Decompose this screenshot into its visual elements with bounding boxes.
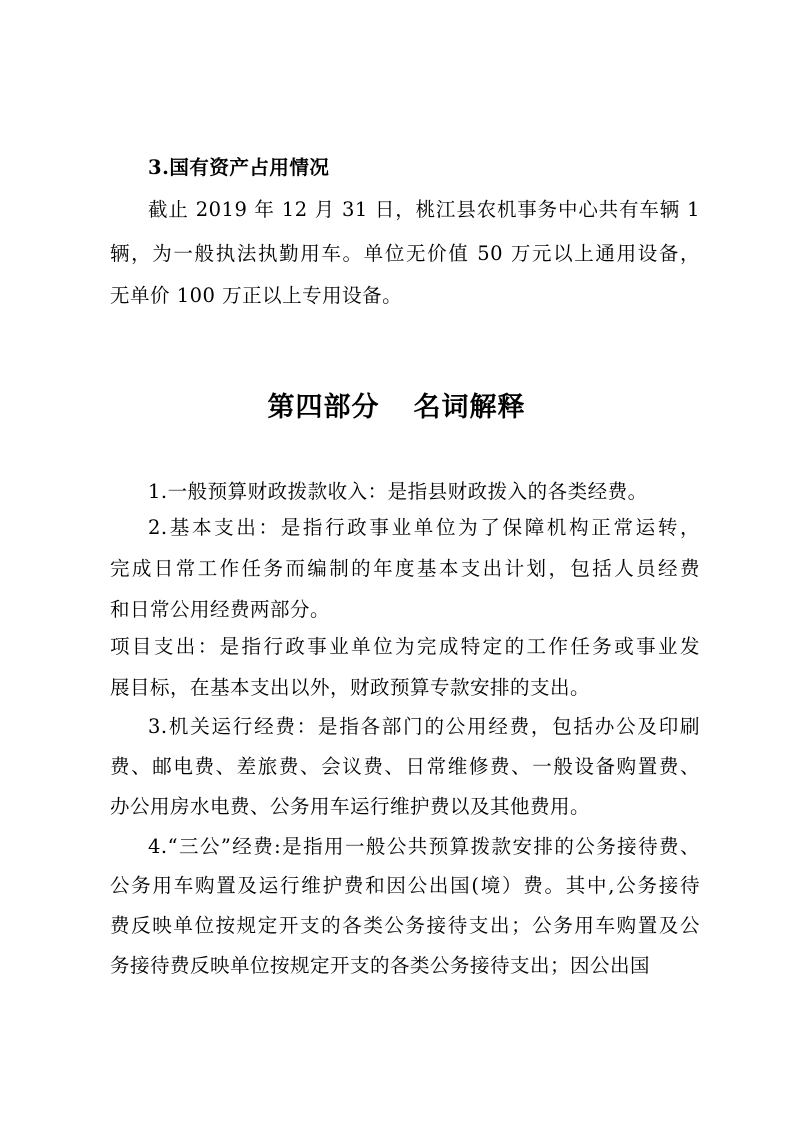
part-heading-title: 名词解释 (413, 392, 526, 423)
definition-line: 和日常公用经费两部分。 (110, 598, 331, 621)
definition-line: 完成日常工作任务而编制的年度基本支出计划，包括人员经费 (110, 557, 700, 580)
definition-line: 费反映单位按规定开支的各类公务接待支出；公务用车购置及公 (110, 914, 700, 937)
definition-line: 展目标，在基本支出以外，财政预算专款安排的支出。 (110, 676, 591, 699)
part-heading-number: 第四部分 (267, 392, 380, 423)
definition-line: 3.机关运行经费：是指各部门的公用经费，包括办公及印刷 (148, 715, 700, 738)
definition-line: 项目支出：是指行政事业单位为完成特定的工作任务或事业发 (110, 635, 700, 658)
section-title-assets: 3.国有资产占用情况 (148, 156, 330, 179)
definition-line: 4.“三公”经费:是指用一般公共预算拨款安排的公务接待费、 (148, 835, 700, 858)
paragraph-line: 无单价 100 万正以上专用设备。 (110, 284, 403, 307)
definition-line: 办公用房水电费、公务用车运行维护费以及其他费用。 (110, 795, 591, 818)
part-heading (0, 388, 793, 428)
definition-line: 费、邮电费、差旅费、会议费、日常维修费、一般设备购置费、 (110, 755, 700, 778)
definition-line: 1.一般预算财政拨款收入：是指县财政拨入的各类经费。 (148, 480, 648, 503)
definition-line: 务接待费反映单位按规定开支的各类公务接待支出；因公出国 (110, 954, 651, 977)
definition-line: 2.基本支出：是指行政事业单位为了保障机构正常运转， (148, 516, 700, 539)
paragraph-line: 辆，为一般执法执勤用车。单位无价值 50 万元以上通用设备， (110, 242, 700, 265)
definition-line: 公务用车购置及运行维护费和因公出国(境）费。其中,公务接待 (110, 874, 700, 897)
paragraph-line: 截止 2019 年 12 月 31 日，桃江县农机事务中心共有车辆 1 (148, 198, 700, 221)
